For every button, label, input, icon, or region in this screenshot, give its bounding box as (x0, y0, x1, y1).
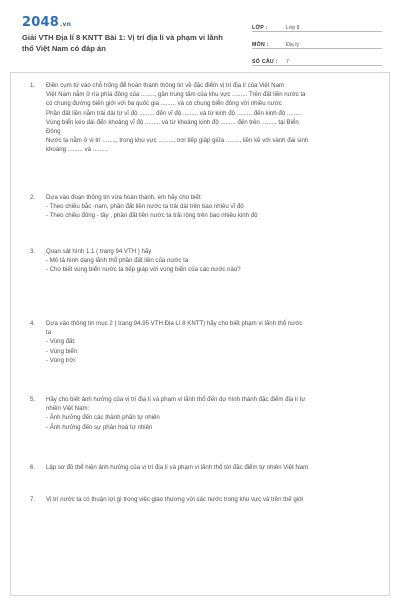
question-line: - Ảnh hưởng đến các thành phần tự nhiên (46, 414, 160, 422)
meta-row-subject (252, 34, 382, 49)
question-line: Phần đất liền nằm trải dài từ vĩ độ ......... đến vĩ độ ......... và từ kinh độ ......... đến kinh độ ......... (46, 109, 303, 117)
question-number: 5. (30, 396, 36, 403)
question-line: Nước ta nằm ở vị trí ........, trong khu vực ........., nơi tiếp giáp giữa ........, liền kề với vành đai sinh (46, 137, 309, 145)
question-item (30, 81, 382, 155)
question-line: - Vùng trời: (46, 356, 77, 364)
logo-text: 2048 (22, 15, 59, 30)
question-line: ta (46, 329, 52, 337)
site-logo[interactable] (22, 15, 71, 30)
question-sheet (10, 72, 390, 596)
meta-key: MÔN : (252, 42, 269, 48)
question-line: Dựa vào thông tin mục 2 ( trang 94.95 VTH Địa Lí 8 KNTT) hãy cho biết phạm vi lãnh thổ nước (46, 320, 303, 327)
question-line: khoáng ......... và ......... (46, 146, 108, 154)
question-line: Dựa vào đoạn thông tin vừa hoàn thành, em hãy cho biết: (46, 194, 203, 201)
meta-row-grade (252, 17, 382, 32)
meta-key: SỐ CÂU : (252, 59, 278, 65)
question-line: - Mô tả hình dạng lãnh thổ phần đất liền của nước ta (46, 257, 189, 265)
question-line: - Theo chiều bắc -nam, phần đất liền nước ta trải dài trên bao nhiêu vĩ độ (46, 203, 244, 211)
question-item (30, 193, 382, 221)
meta-value: Lớp 8 (286, 25, 300, 31)
question-line: Việt Nam nằm ở rìa phía đông của ........, gần trung tâm của khu vực ......... Trên đất liền nước ta (46, 91, 306, 99)
question-line: - Ảnh hưởng đến sự phân hoá tự nhiên (46, 423, 153, 431)
meta-key: LỚP : (252, 25, 268, 31)
question-number: 1. (30, 82, 36, 89)
meta-value: 7 (286, 59, 289, 65)
question-line: Đông (46, 128, 61, 136)
question-line: Hãy cho biết ảnh hưởng của vị trí địa lí và phạm vi lãnh thổ đến dự hình thành đặc điểm địa lí tự (46, 396, 306, 403)
logo-suffix: .vn (59, 21, 72, 28)
question-item (30, 395, 382, 432)
question-item (30, 247, 382, 275)
question-line: Lập sơ đồ thể hiện ảnh hưởng của vị trí địa lí và phạm vi lãnh thổ tới đặc điểm tự nhiên Việt Nam (46, 464, 309, 471)
question-line: Quan sát hình 1.1 ( trang 94 VTH ) hãy (46, 248, 152, 255)
question-line: - Vùng biển: (46, 347, 79, 355)
question-line: - Cho biết vùng biển nước ta tiếp giáp với vùng biển của các nước nào? (46, 266, 241, 274)
question-line: Điền cụm từ vào chỗ trống để hoàn thành thông tin về đặc điểm vị trí địa lí của Việt Nam (46, 82, 285, 89)
meta-row-question-count (252, 51, 382, 66)
question-item (30, 463, 382, 472)
question-number: 6. (30, 464, 36, 471)
question-number: 3. (30, 248, 36, 255)
meta-info (252, 17, 382, 68)
question-item (30, 495, 382, 504)
question-number: 4. (30, 320, 36, 327)
question-line: Vùng biển kéo dài đến khoảng vĩ độ ......... và từ khoảng kinh độ ......... đến trên ......... tại Biển (46, 118, 299, 126)
question-line: - Theo chiều đông - tây , phần đất liền nước ta trải rộng trên bao nhiêu kinh độ (46, 212, 258, 220)
question-line: có chung đường biên giới với ba quốc gia ......... và có chung biển đông với nhiều nước (46, 100, 282, 108)
question-line: Vị trí nước ta có thuận lợi gì trong việc giao thương với các nước trong khu vực và trên thế giới (46, 496, 304, 503)
question-number: 2. (30, 194, 36, 201)
question-item (30, 319, 382, 365)
document-title: Giải VTH Địa lí 8 KNTT Bài 1: Vị trí địa lí và phạm vi lãnh thổ Việt Nam có đáp án (22, 33, 223, 53)
question-line: nhiên Việt Nam: (46, 405, 90, 413)
question-number: 7. (30, 496, 36, 503)
meta-value: Địa lý (286, 42, 299, 48)
question-line: - Vùng đất: (46, 338, 76, 346)
